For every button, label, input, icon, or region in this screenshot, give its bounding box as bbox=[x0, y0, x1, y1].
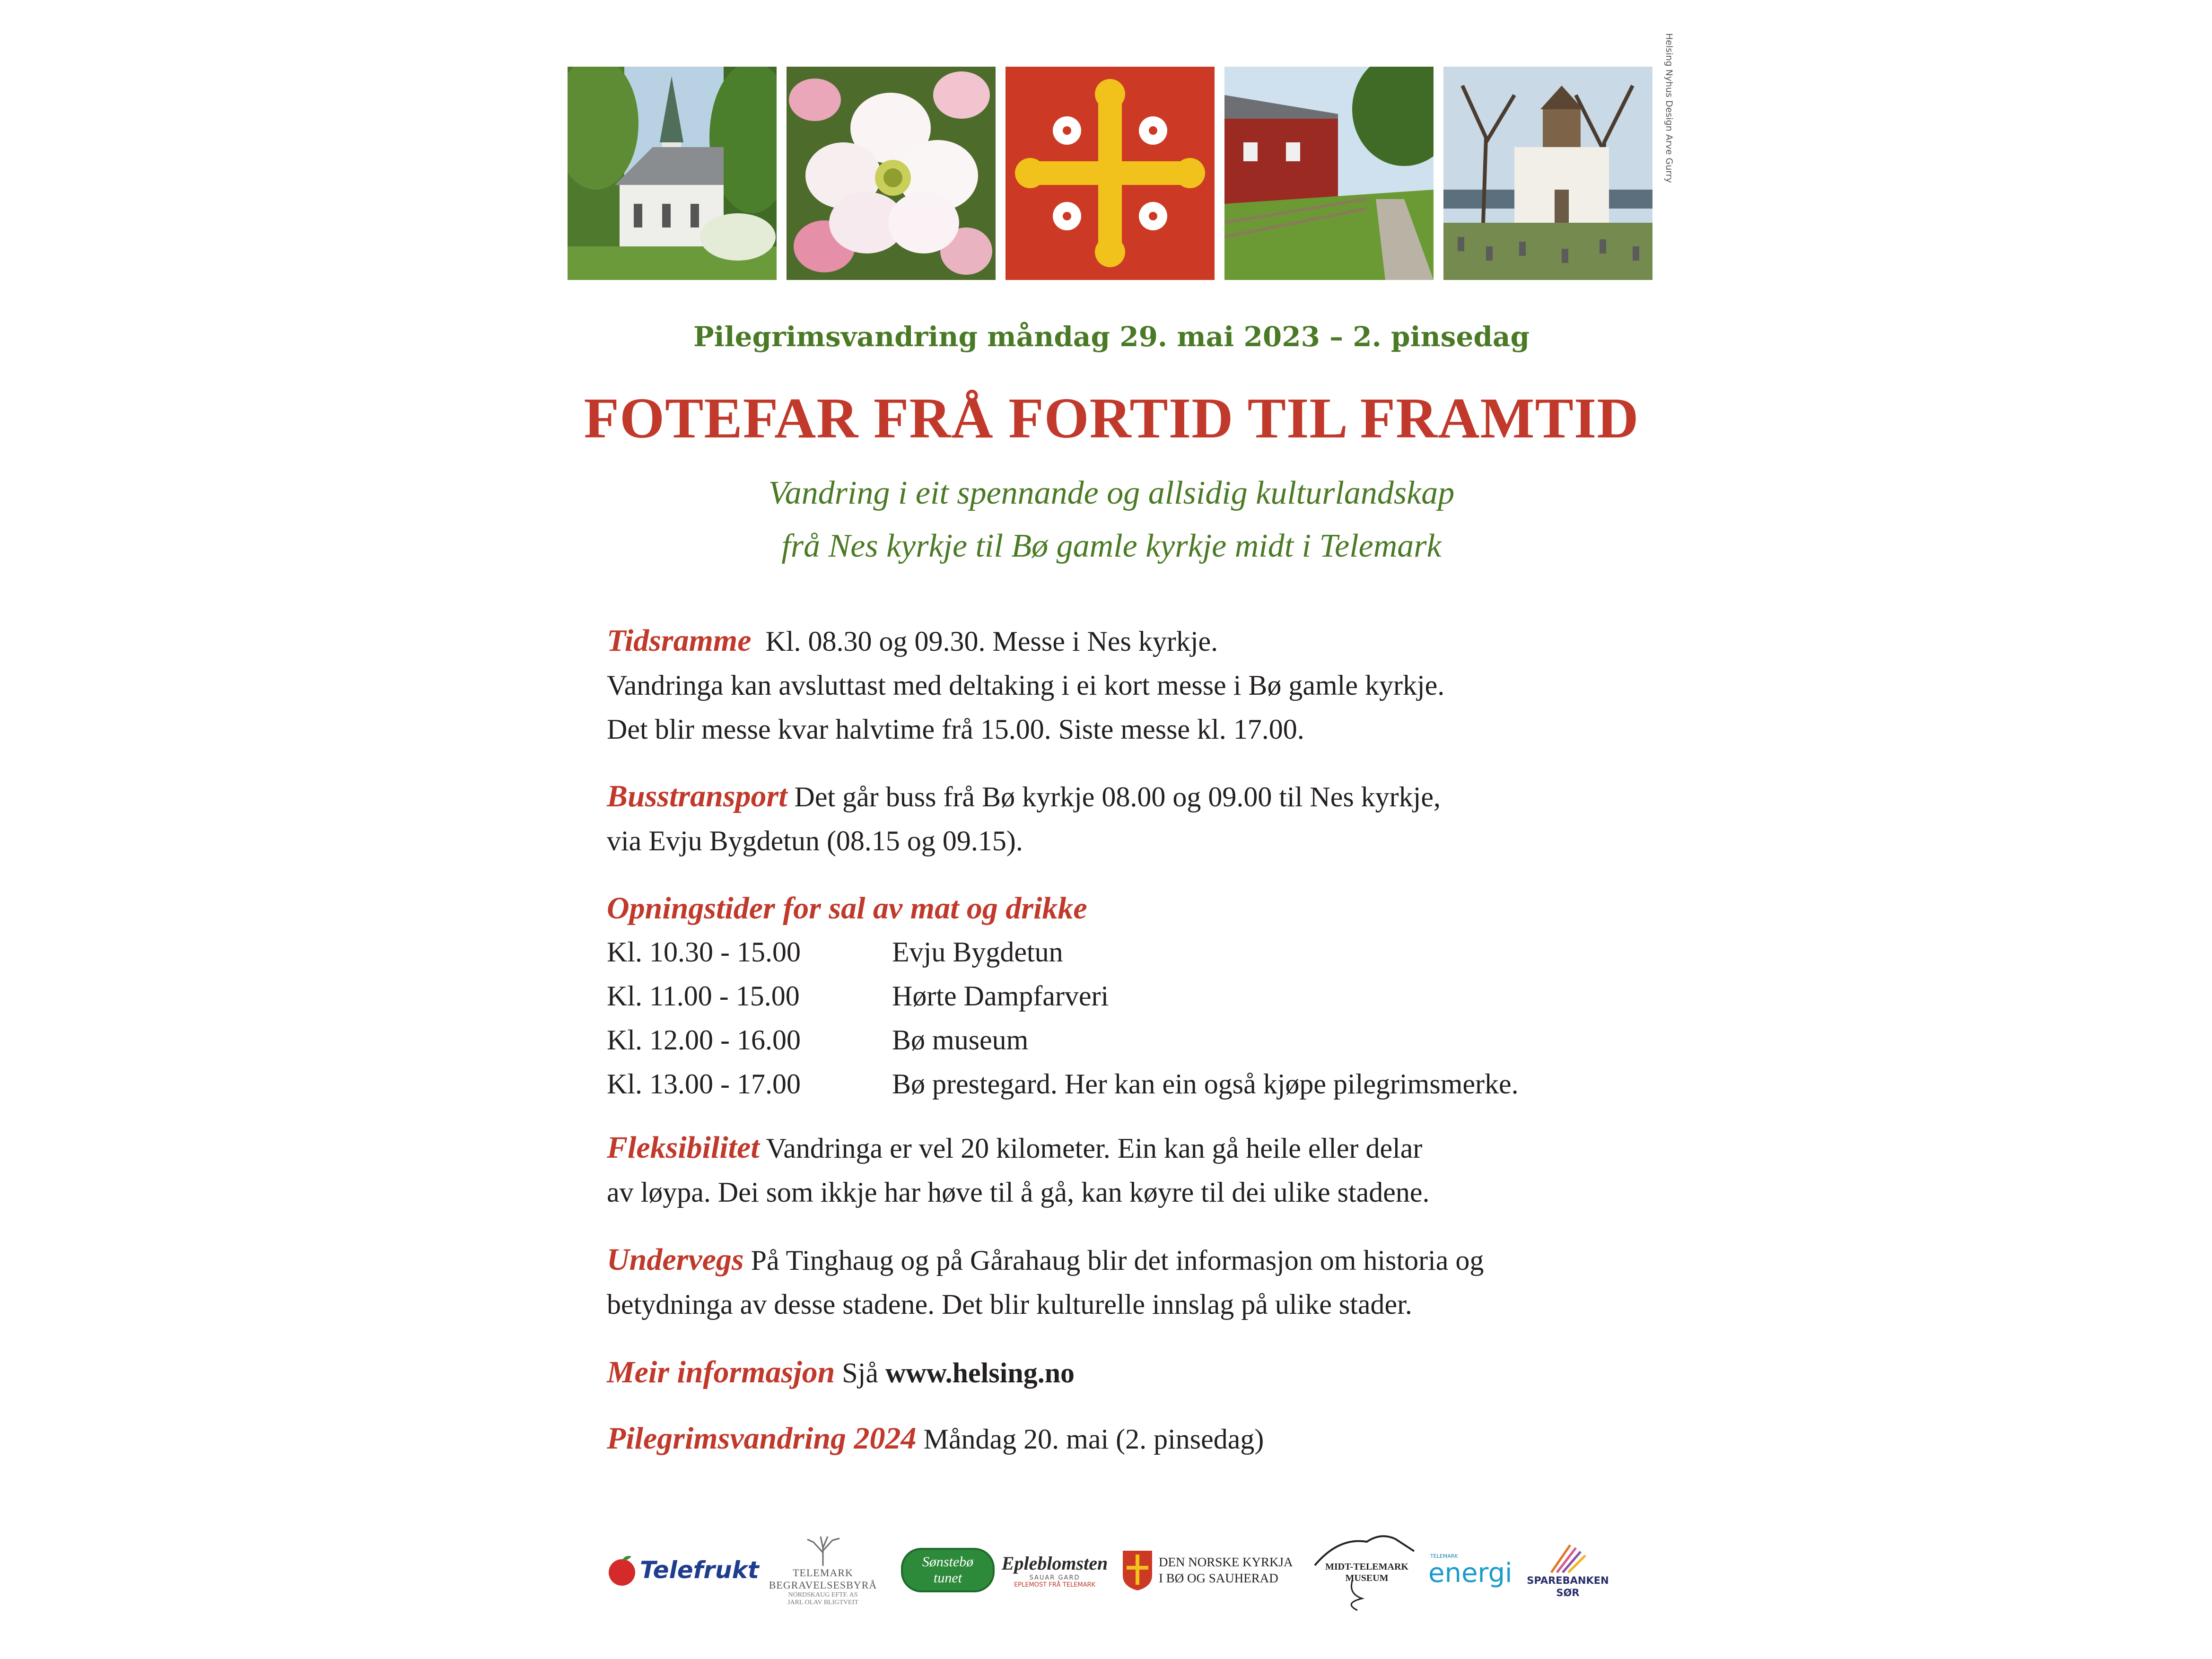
opening-place: Bø museum bbox=[892, 1024, 1029, 1056]
old-stone-church-photo bbox=[1443, 67, 1652, 280]
section-text: betydninga av desse stadene. Det blir kulturelle innslag på ulike stader. bbox=[607, 1289, 1412, 1320]
section-text: Vandringa er vel 20 kilometer. Ein kan gå heile eller delar bbox=[766, 1133, 1423, 1164]
section-opningstider bbox=[607, 886, 1519, 1106]
den-norske-kyrkja-logo: DEN NORSKE KYRKJA I BØ OG SAUHERAD bbox=[1121, 1528, 1293, 1613]
photo-credit: Helsing Nyhus Design Arve Gurry bbox=[1664, 33, 1674, 183]
section-text: via Evju Bygdetun (08.15 og 09.15). bbox=[607, 825, 1023, 856]
section-text: Det blir messe kvar halvtime frå 15.00. Siste messe kl. 17.00. bbox=[607, 714, 1304, 745]
opening-time: Kl. 12.00 - 16.00 bbox=[607, 1024, 801, 1056]
section-label: Tidsramme bbox=[607, 623, 752, 658]
section-fleksibilitet bbox=[607, 1126, 1430, 1214]
church-shield-icon bbox=[1121, 1549, 1154, 1591]
section-text: Måndag 20. mai (2. pinsedag) bbox=[923, 1423, 1264, 1455]
opening-hours-row bbox=[607, 1018, 1519, 1062]
epleblomsten-logo: Epleblomsten SAUAR GARD EPLEMOST FRÅ TELEMARK bbox=[1001, 1552, 1108, 1589]
opening-place: Hørte Dampfarveri bbox=[892, 980, 1109, 1012]
headline: FOTEFAR FRÅ FORTID TIL FRAMTID bbox=[584, 386, 1639, 450]
sparebanken-emblem-icon bbox=[1547, 1541, 1589, 1574]
sonstebo-tunet-logo: Sønstebø tunet bbox=[901, 1528, 995, 1613]
section-text: Sjå bbox=[842, 1357, 878, 1388]
sparebanken-sor-logo: SPAREBANKEN SØR bbox=[1518, 1528, 1617, 1613]
section-label: Opningstider for sal av mat og drikke bbox=[607, 891, 1087, 926]
event-date-line: Pilegrimsvandring måndag 29. mai 2023 – 2. pinsedag bbox=[693, 321, 1530, 353]
opening-hours-row bbox=[607, 930, 1519, 974]
section-text: Kl. 08.30 og 09.30. Messe i Nes kyrkje. bbox=[765, 626, 1218, 657]
section-text: av løypa. Dei som ikkje har høve til å gå, kan køyre til dei ulike stadene. bbox=[607, 1177, 1430, 1208]
red-farm-buildings-photo bbox=[1224, 67, 1434, 280]
section-pilegrimsvandring-2024 bbox=[607, 1416, 1264, 1461]
section-undervegs bbox=[607, 1238, 1484, 1327]
telefrukt-logo: Telefrukt bbox=[607, 1528, 759, 1613]
section-label: Meir informasjon bbox=[607, 1355, 835, 1389]
opening-time: Kl. 11.00 - 15.00 bbox=[607, 980, 800, 1012]
section-label: Busstransport bbox=[607, 779, 787, 813]
subtitle-line-1: Vandring i eit spennande og allsidig kulturlandskap bbox=[768, 475, 1455, 511]
opening-time: Kl. 13.00 - 17.00 bbox=[607, 1068, 801, 1100]
section-label: Pilegrimsvandring 2024 bbox=[607, 1421, 917, 1456]
midt-telemark-museum-logo: MIDT-TELEMARK MUSEUM bbox=[1310, 1528, 1424, 1613]
apple-icon bbox=[607, 1554, 637, 1587]
section-meir-informasjon bbox=[607, 1350, 1075, 1395]
telemark-energi-logo: TELEMARK energi bbox=[1428, 1553, 1513, 1589]
cross-emblem bbox=[1005, 67, 1215, 280]
section-label: Undervegs bbox=[607, 1242, 744, 1277]
tree-icon bbox=[802, 1534, 844, 1567]
opening-hours-row bbox=[607, 974, 1519, 1018]
section-text: Det går buss frå Bø kyrkje 08.00 og 09.00 til Nes kyrkje, bbox=[794, 781, 1441, 812]
begravelsesbyra-logo: TELEMARK BEGRAVELSESBYRÅ NORDSKAUG EFTF. AS JARL OLAV BLIGTVEIT bbox=[747, 1528, 899, 1613]
opening-time: Kl. 10.30 - 15.00 bbox=[607, 936, 801, 968]
section-text: På Tinghaug og på Gårahaug blir det informasjon om historia og bbox=[751, 1245, 1484, 1276]
apple-blossom-photo bbox=[787, 67, 996, 280]
section-busstransport bbox=[607, 774, 1441, 863]
section-label: Fleksibilitet bbox=[607, 1130, 760, 1165]
opening-place: Evju Bygdetun bbox=[892, 936, 1063, 968]
section-text: Vandringa kan avsluttast med deltaking i ei kort messe i Bø gamle kyrkje. bbox=[607, 670, 1445, 701]
subtitle-line-2: frå Nes kyrkje til Bø gamle kyrkje midt i Telemark bbox=[781, 528, 1442, 564]
opening-hours-row bbox=[607, 1062, 1519, 1106]
section-tidsramme bbox=[607, 619, 1444, 751]
church-photo bbox=[568, 67, 777, 280]
opening-place: Bø prestegard. Her kan ein også kjøpe pilegrimsmerke. bbox=[892, 1068, 1519, 1100]
website-link[interactable]: www.helsing.no bbox=[885, 1357, 1075, 1388]
